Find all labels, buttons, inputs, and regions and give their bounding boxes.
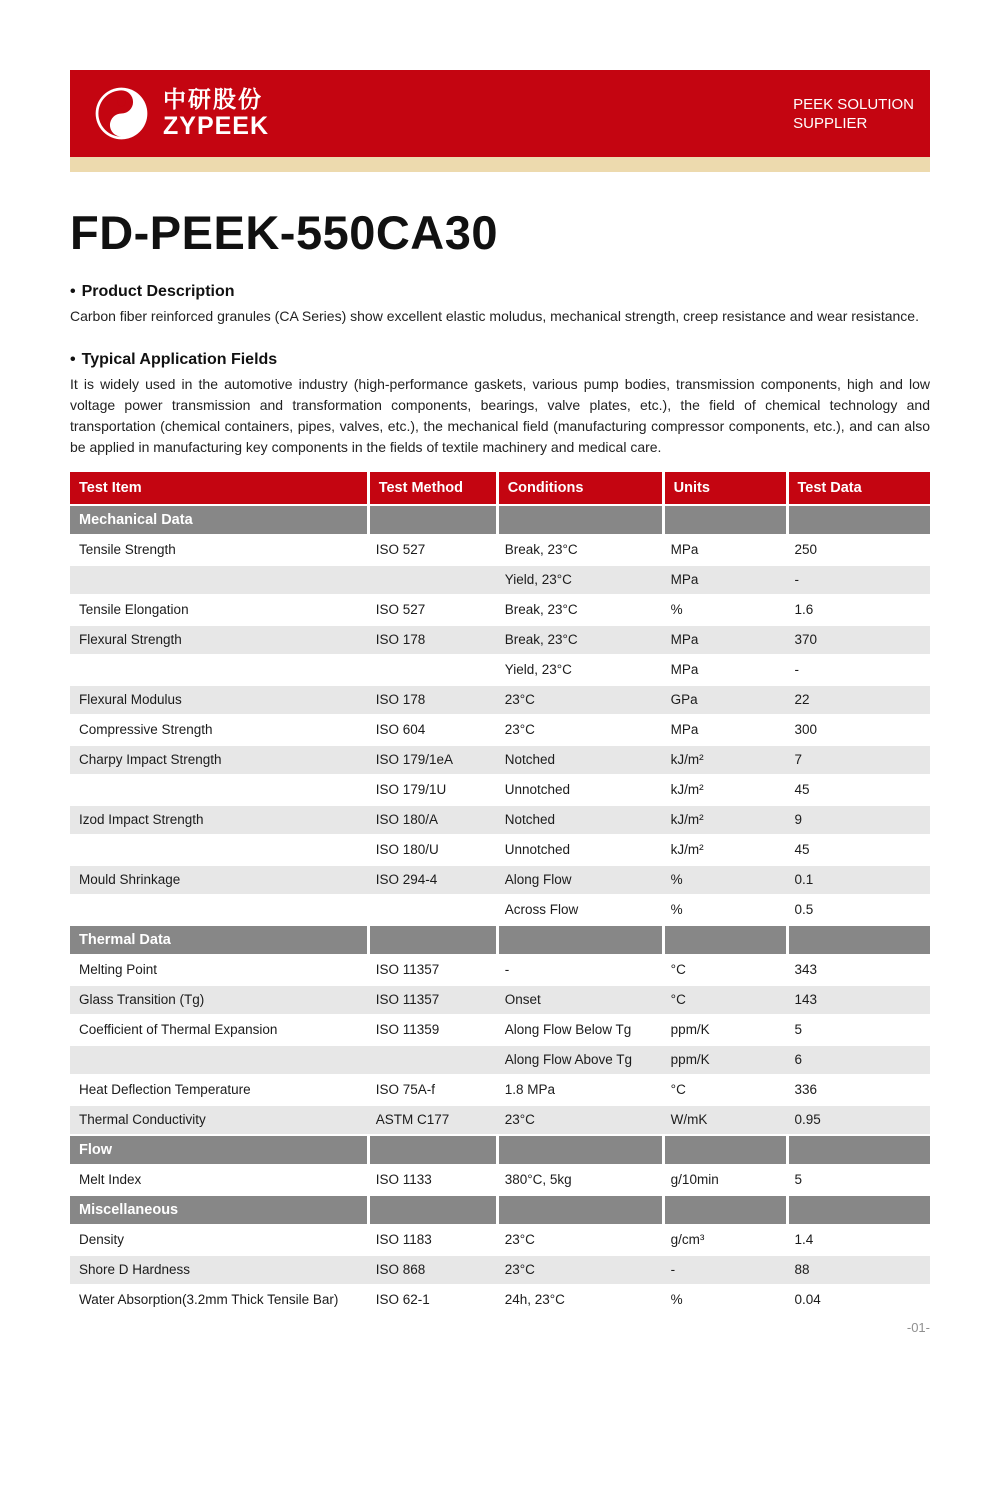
section-cell bbox=[662, 1196, 786, 1224]
cell-units: kJ/m² bbox=[670, 842, 704, 858]
section-cell bbox=[496, 926, 662, 954]
cell-conditions: Along Flow Below Tg bbox=[504, 1022, 632, 1038]
cell-test-method: ISO 11357 bbox=[367, 986, 496, 1014]
cell-test-item: Density bbox=[79, 1232, 125, 1248]
table-row bbox=[70, 746, 930, 774]
section-cell bbox=[496, 1136, 662, 1164]
cell-test-item: Tensile Strength bbox=[79, 542, 176, 558]
cell-test-item: Compressive Strength bbox=[79, 722, 213, 738]
cell-test-method bbox=[367, 566, 496, 594]
cell-conditions: 23°C bbox=[496, 686, 662, 714]
cell-conditions: Along Flow bbox=[496, 866, 662, 894]
cell-test-data: 250 bbox=[794, 542, 818, 558]
heading-text: Product Description bbox=[81, 282, 235, 300]
cell-units: MPa bbox=[662, 566, 786, 594]
section-label: Thermal Data bbox=[70, 926, 367, 954]
table-row bbox=[70, 716, 930, 744]
cell-test-data: 45 bbox=[794, 842, 810, 858]
cell-test-item: Mould Shrinkage bbox=[70, 866, 367, 894]
cell-conditions: Yield, 23°C bbox=[504, 662, 572, 678]
cell-test-method: ISO 179/1eA bbox=[367, 746, 496, 774]
section-cell bbox=[786, 506, 931, 534]
cell-test-data: 1.4 bbox=[794, 1232, 814, 1248]
accent-strip bbox=[70, 157, 930, 172]
section-cell bbox=[662, 506, 786, 534]
cell-units: MPa bbox=[670, 662, 699, 678]
cell-test-data: 5 bbox=[794, 1172, 803, 1188]
cell-conditions: 23°C bbox=[504, 1232, 535, 1248]
cell-test-item: Izod Impact Strength bbox=[70, 806, 367, 834]
table-row bbox=[70, 776, 930, 804]
cell-test-method: ISO 178 bbox=[367, 686, 496, 714]
table-row bbox=[70, 866, 930, 894]
cell-conditions: Notched bbox=[496, 806, 662, 834]
table-row bbox=[70, 1286, 930, 1314]
section-cell bbox=[786, 1196, 931, 1224]
cell-units: GPa bbox=[662, 686, 786, 714]
cell-units: g/cm³ bbox=[670, 1232, 705, 1248]
heading-text: Typical Application Fields bbox=[81, 350, 278, 368]
tagline-line-2: SUPPLIER bbox=[793, 114, 868, 132]
heading-application-fields bbox=[70, 351, 930, 369]
cell-units: kJ/m² bbox=[662, 746, 786, 774]
cell-test-item: Flexural Modulus bbox=[70, 686, 367, 714]
table-section-row bbox=[70, 1196, 930, 1224]
section-cell bbox=[496, 506, 662, 534]
cell-test-method: ISO 1133 bbox=[375, 1172, 432, 1188]
cell-test-method: ISO 178 bbox=[367, 626, 496, 654]
page-title: FD-PEEK-550CA30 bbox=[70, 206, 499, 259]
cell-test-data: 143 bbox=[786, 986, 931, 1014]
heading-product-description bbox=[70, 283, 930, 301]
table-row bbox=[70, 1076, 930, 1104]
cell-test-item: Coefficient of Thermal Expansion bbox=[79, 1022, 278, 1038]
section-cell bbox=[367, 926, 496, 954]
cell-units: kJ/m² bbox=[662, 806, 786, 834]
cell-test-item bbox=[70, 656, 367, 684]
cell-conditions: Break, 23°C bbox=[504, 602, 578, 618]
cell-test-data: 0.1 bbox=[786, 866, 931, 894]
section-cell bbox=[367, 1196, 496, 1224]
table-row bbox=[70, 956, 930, 984]
cell-test-method bbox=[367, 1046, 496, 1074]
cell-test-item bbox=[70, 896, 367, 924]
cell-conditions: Break, 23°C bbox=[504, 542, 578, 558]
table-row bbox=[70, 566, 930, 594]
cell-units: MPa bbox=[662, 626, 786, 654]
cell-test-item: Thermal Conductivity bbox=[70, 1106, 367, 1134]
table-row bbox=[70, 836, 930, 864]
tagline-line-1: PEEK SOLUTION bbox=[793, 95, 914, 113]
table-row bbox=[70, 1046, 930, 1074]
cell-test-item: Water Absorption(3.2mm Thick Tensile Bar) bbox=[79, 1292, 339, 1308]
cell-units: kJ/m² bbox=[670, 782, 704, 798]
column-header-units: Units bbox=[662, 472, 786, 504]
cell-conditions: Unnotched bbox=[504, 842, 571, 858]
section-cell bbox=[662, 1136, 786, 1164]
header-banner bbox=[70, 70, 930, 157]
cell-conditions: Along Flow Above Tg bbox=[496, 1046, 662, 1074]
cell-test-data: 1.6 bbox=[794, 602, 814, 618]
page bbox=[0, 70, 1000, 1335]
cell-test-data: 0.5 bbox=[794, 902, 814, 918]
cell-test-item: Melting Point bbox=[79, 962, 158, 978]
cell-conditions: 23°C bbox=[504, 722, 535, 738]
spec-table-body bbox=[70, 506, 930, 1314]
table-row bbox=[70, 1226, 930, 1254]
cell-test-method bbox=[367, 656, 496, 684]
cell-test-item: Charpy Impact Strength bbox=[70, 746, 367, 774]
cell-test-data: 5 bbox=[794, 1022, 803, 1038]
cell-test-method: ISO 11359 bbox=[375, 1022, 440, 1038]
cell-conditions: - bbox=[504, 962, 510, 978]
cell-test-method: ISO 527 bbox=[375, 542, 426, 558]
cell-test-data: 88 bbox=[786, 1256, 931, 1284]
cell-conditions: 24h, 23°C bbox=[504, 1292, 565, 1308]
cell-test-data: - bbox=[786, 566, 931, 594]
cell-test-method: ISO 527 bbox=[375, 602, 426, 618]
bullet-icon: • bbox=[70, 282, 76, 300]
spec-table bbox=[70, 470, 930, 1316]
cell-conditions: Break, 23°C bbox=[496, 626, 662, 654]
cell-test-method: ISO 868 bbox=[367, 1256, 496, 1284]
cell-units: % bbox=[662, 866, 786, 894]
cell-conditions: Across Flow bbox=[504, 902, 579, 918]
cell-units: % bbox=[670, 1292, 683, 1308]
cell-test-data: 300 bbox=[794, 722, 818, 738]
cell-test-data: 0.95 bbox=[786, 1106, 931, 1134]
cell-conditions: Yield, 23°C bbox=[496, 566, 662, 594]
cell-units: MPa bbox=[670, 722, 699, 738]
cell-units: - bbox=[662, 1256, 786, 1284]
section-cell bbox=[786, 1136, 931, 1164]
zypeek-swirl-logo-icon bbox=[94, 86, 149, 141]
section-label: Flow bbox=[70, 1136, 367, 1164]
cell-test-item: Shore D Hardness bbox=[70, 1256, 367, 1284]
cell-test-method: ISO 604 bbox=[375, 722, 426, 738]
cell-units: MPa bbox=[670, 542, 699, 558]
cell-test-item: Melt Index bbox=[79, 1172, 142, 1188]
cell-units: ppm/K bbox=[670, 1022, 710, 1038]
brand-name-en: ZYPEEK bbox=[163, 112, 270, 141]
table-row bbox=[70, 1016, 930, 1044]
table-section-row bbox=[70, 1136, 930, 1164]
cell-test-method: ISO 75A-f bbox=[375, 1082, 435, 1098]
brand-logo bbox=[94, 86, 269, 141]
table-row bbox=[70, 1256, 930, 1284]
brand-name-cn: 中研股份 bbox=[163, 85, 263, 112]
table-row bbox=[70, 656, 930, 684]
cell-conditions: Notched bbox=[496, 746, 662, 774]
cell-units: ppm/K bbox=[662, 1046, 786, 1074]
cell-test-data: 336 bbox=[794, 1082, 818, 1098]
cell-test-data: 6 bbox=[786, 1046, 931, 1074]
table-row bbox=[70, 686, 930, 714]
cell-units: % bbox=[670, 602, 683, 618]
cell-test-method: ISO 180/A bbox=[367, 806, 496, 834]
cell-conditions: 380°C, 5kg bbox=[504, 1172, 572, 1188]
section-cell bbox=[662, 926, 786, 954]
section-label: Miscellaneous bbox=[70, 1196, 367, 1224]
cell-conditions: 1.8 MPa bbox=[504, 1082, 555, 1098]
cell-units: °C bbox=[670, 962, 686, 978]
cell-test-data: 343 bbox=[794, 962, 818, 978]
column-header-conditions: Conditions bbox=[496, 472, 662, 504]
section-cell bbox=[367, 506, 496, 534]
page-number: -01- bbox=[906, 1319, 930, 1335]
cell-test-item: Flexural Strength bbox=[70, 626, 367, 654]
cell-test-data: 0.04 bbox=[794, 1292, 821, 1308]
cell-conditions: Onset bbox=[496, 986, 662, 1014]
cell-units: W/mK bbox=[662, 1106, 786, 1134]
column-header-test-data: Test Data bbox=[786, 472, 931, 504]
column-header-test-item: Test Item bbox=[70, 472, 367, 504]
table-row bbox=[70, 596, 930, 624]
cell-test-method: ISO 294-4 bbox=[367, 866, 496, 894]
cell-test-method: ISO 180/U bbox=[375, 842, 439, 858]
table-row bbox=[70, 1166, 930, 1194]
cell-test-method bbox=[367, 896, 496, 924]
cell-test-data: - bbox=[794, 662, 799, 678]
table-header-row bbox=[70, 472, 930, 504]
cell-test-data: 7 bbox=[786, 746, 931, 774]
section-cell bbox=[786, 926, 931, 954]
cell-test-method: ISO 1183 bbox=[375, 1232, 432, 1248]
cell-test-item bbox=[70, 776, 367, 804]
cell-test-item bbox=[70, 566, 367, 594]
section-label: Mechanical Data bbox=[70, 506, 367, 534]
cell-test-item: Tensile Elongation bbox=[79, 602, 189, 618]
cell-test-method: ISO 11357 bbox=[375, 962, 440, 978]
cell-conditions: 23°C bbox=[496, 1256, 662, 1284]
column-header-test-method: Test Method bbox=[367, 472, 496, 504]
table-row bbox=[70, 626, 930, 654]
cell-test-item bbox=[70, 1046, 367, 1074]
table-row bbox=[70, 806, 930, 834]
cell-test-data: 9 bbox=[786, 806, 931, 834]
cell-units: °C bbox=[662, 986, 786, 1014]
brand-tagline bbox=[793, 95, 914, 133]
table-section-row bbox=[70, 926, 930, 954]
cell-conditions: Unnotched bbox=[504, 782, 571, 798]
cell-test-item bbox=[70, 836, 367, 864]
table-row bbox=[70, 1106, 930, 1134]
cell-conditions: 23°C bbox=[496, 1106, 662, 1134]
table-row bbox=[70, 986, 930, 1014]
cell-units: % bbox=[670, 902, 683, 918]
bullet-icon: • bbox=[70, 350, 76, 368]
cell-test-data: 45 bbox=[794, 782, 810, 798]
cell-test-method: ISO 62-1 bbox=[375, 1292, 430, 1308]
section-cell bbox=[496, 1196, 662, 1224]
table-row bbox=[70, 536, 930, 564]
cell-units: g/10min bbox=[670, 1172, 719, 1188]
table-row bbox=[70, 896, 930, 924]
cell-test-method: ASTM C177 bbox=[367, 1106, 496, 1134]
application-fields-text: It is widely used in the automotive industry (high-performance gaskets, various pump bodies, transmission components, high and low voltage power transmission and transformation components, bearings, valve plates, etc.), the field of chemical technology and transportation (chemical containers, pipes, valves, etc.), the mechanical field (manufacturing compressor components, etc.), and can also be applied in manufacturing key components in the fields of textile machinery and medical care. bbox=[70, 375, 930, 455]
cell-test-data: 22 bbox=[786, 686, 931, 714]
product-description-text: Carbon fiber reinforced granules (CA Series) show excellent elastic moludus, mechanical strength, creep resistance and wear resistance. bbox=[70, 307, 919, 324]
cell-test-method: ISO 179/1U bbox=[375, 782, 447, 798]
cell-test-data: 370 bbox=[786, 626, 931, 654]
section-cell bbox=[367, 1136, 496, 1164]
cell-units: °C bbox=[670, 1082, 686, 1098]
cell-test-item: Heat Deflection Temperature bbox=[79, 1082, 251, 1098]
table-section-row bbox=[70, 506, 930, 534]
cell-test-item: Glass Transition (Tg) bbox=[70, 986, 367, 1014]
